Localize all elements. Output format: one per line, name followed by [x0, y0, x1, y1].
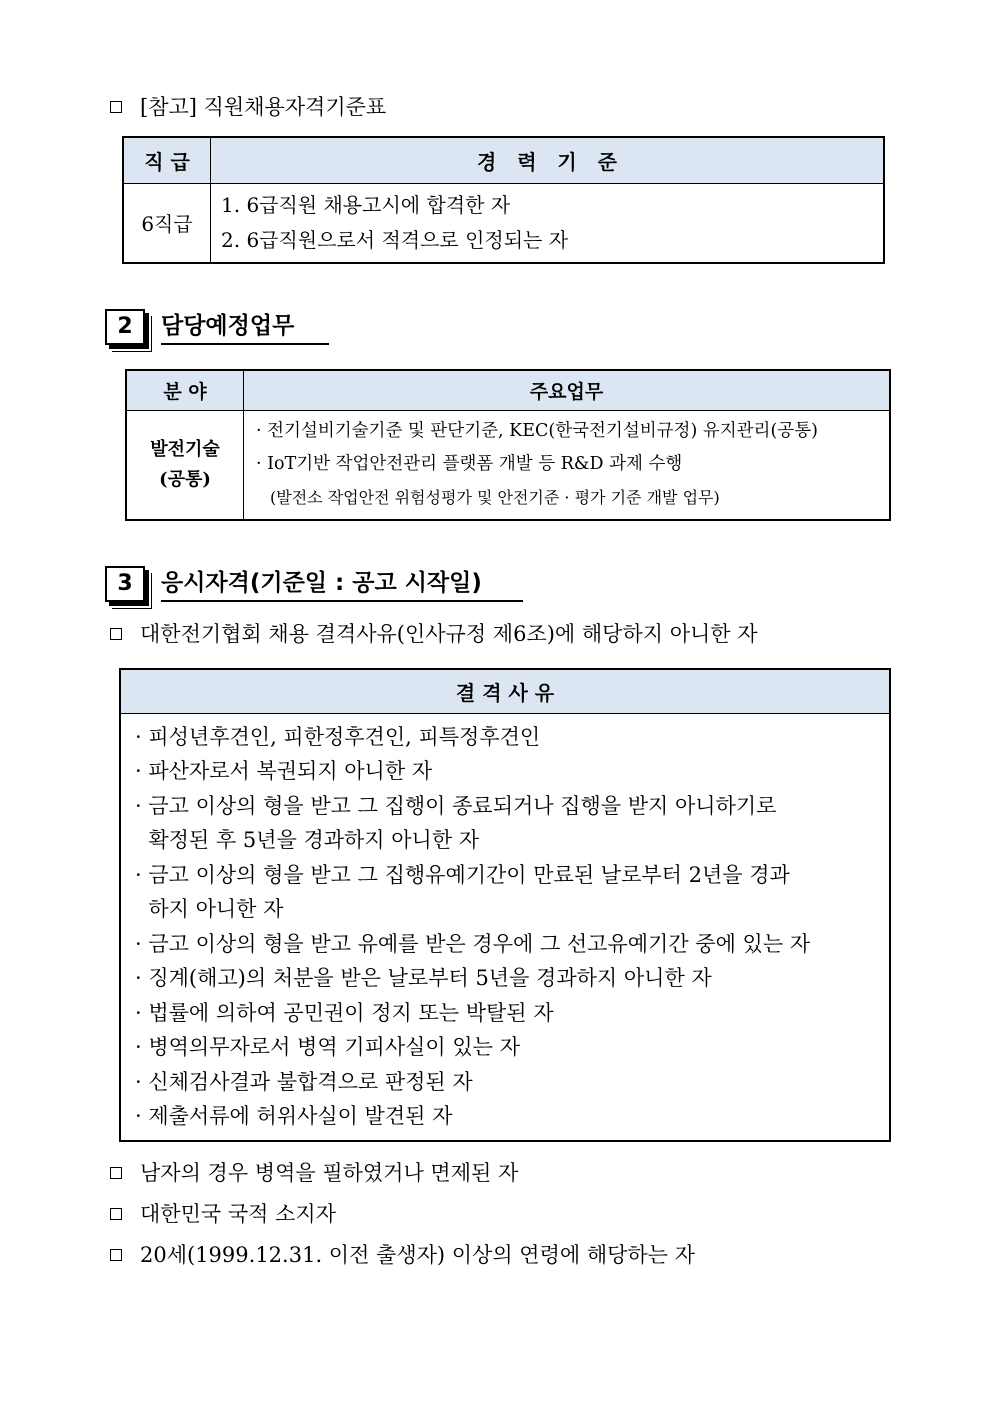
- section-number: 3: [105, 566, 145, 602]
- duty-item: · 전기설비기술기준 및 판단기준, KEC(한국전기설비규정) 유지관리(공통): [256, 421, 818, 442]
- section-number: 2: [105, 309, 145, 345]
- extra-criterion: 20세(1999.12.31. 이전 출생자) 이상의 연령에 해당하는 자: [110, 1240, 695, 1270]
- criteria-item: 2. 6급직원으로서 적격으로 인정되는 자: [221, 227, 569, 252]
- duty-item: · IoT기반 작업안전관리 플랫폼 개발 등 R&D 과제 수행: [256, 454, 683, 475]
- header-duty: 주요업무: [244, 370, 891, 410]
- grade-cell: 6직급: [123, 183, 211, 263]
- reason-item: · 금고 이상의 형을 받고 그 집행유예기간이 만료된 날로부터 2년을 경과: [135, 862, 790, 887]
- section3-heading: [105, 566, 545, 610]
- checkbox-square-icon: [110, 101, 122, 113]
- reason-item: · 병역의무자로서 병역 기피사실이 있는 자: [135, 1035, 520, 1059]
- reason-item: · 징계(해고)의 처분을 받은 날로부터 5년을 경과하지 아니한 자: [135, 966, 712, 990]
- ref-note: [참고] 직원채용자격기준표: [110, 92, 386, 122]
- header-grade: 직 급: [123, 137, 211, 183]
- section-title: 담당예정업무: [161, 309, 329, 345]
- eligibility-intro: 대한전기협회 채용 결격사유(인사규정 제6조)에 해당하지 아니한 자: [110, 619, 758, 649]
- checkbox-square-icon: [110, 628, 122, 640]
- reason-item: · 금고 이상의 형을 받고 그 집행이 종료되거나 집행을 받지 아니하기로: [135, 793, 777, 818]
- reasons-cell: [120, 713, 890, 1141]
- criteria-item: 1. 6급직원 채용고시에 합격한 자: [221, 192, 511, 217]
- checkbox-square-icon: [110, 1249, 122, 1261]
- criteria-cell: [211, 183, 885, 263]
- checkbox-square-icon: [110, 1167, 122, 1179]
- field-cell: [126, 410, 244, 520]
- duty-table: [125, 369, 891, 521]
- reason-item: 확정된 후 5년을 경과하지 아니한 자: [135, 828, 480, 852]
- disqualification-table: [119, 668, 891, 1142]
- checkbox-square-icon: [110, 1208, 122, 1220]
- reason-item: · 파산자로서 복권되지 아니한 자: [135, 759, 433, 783]
- duty-note: (발전소 작업안전 위험성평가 및 안전기준 · 평가 기준 개발 업무): [270, 488, 720, 508]
- field-line: 발전기술: [150, 438, 220, 460]
- reason-item: · 피성년후견인, 피한정후견인, 피특정후견인: [135, 724, 541, 749]
- extra-criterion: 남자의 경우 병역을 필하였거나 면제된 자: [110, 1158, 518, 1188]
- section-title: 응시자격(기준일 : 공고 시작일): [161, 566, 523, 602]
- reason-item: · 금고 이상의 형을 받고 유예를 받은 경우에 그 선고유예기간 중에 있는 자: [135, 931, 811, 956]
- disqualification-header: 결 격 사 유: [120, 669, 890, 713]
- duty-cell: [244, 410, 891, 520]
- extra-criterion: 대한민국 국적 소지자: [110, 1199, 336, 1229]
- section2-heading: [105, 309, 365, 353]
- field-line: (공통): [159, 468, 211, 490]
- header-field: 분 야: [126, 370, 244, 410]
- reason-item: · 신체검사결과 불합격으로 판정된 자: [135, 1069, 473, 1094]
- reason-item: · 제출서류에 허위사실이 발견된 자: [135, 1104, 453, 1128]
- grade-criteria-table: [122, 136, 885, 264]
- reason-item: · 법률에 의하여 공민권이 정지 또는 박탈된 자: [135, 1000, 554, 1025]
- reason-item: 하지 아니한 자: [135, 897, 284, 921]
- header-criteria: 경 력 기 준: [211, 137, 885, 183]
